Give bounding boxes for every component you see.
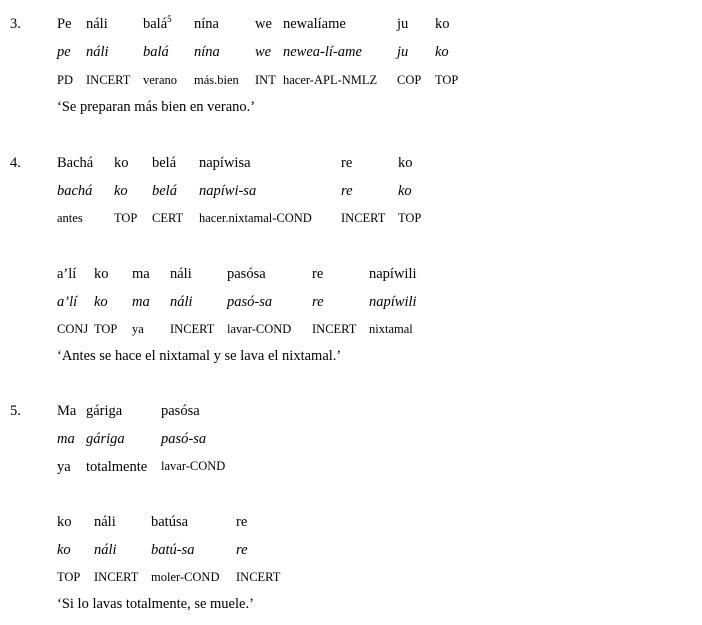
example-number: 3. [10, 16, 21, 32]
morpheme: pasó-sa [161, 431, 207, 447]
word: we [255, 16, 272, 32]
gloss: lavar-COND [227, 322, 292, 336]
word: náli [170, 266, 192, 282]
gloss: INCERT [341, 211, 386, 225]
translation: ‘Antes se hace el nixtamal y se lava el nixtamal.’ [57, 348, 342, 364]
morpheme: nína [194, 44, 220, 60]
gloss: hacer.nixtamal-COND [199, 211, 312, 225]
translation: ‘Si lo lavas totalmente, se muele.’ [57, 596, 254, 612]
morpheme: ma [57, 431, 75, 447]
gloss: INCERT [86, 73, 131, 87]
gloss: totalmente [86, 459, 148, 475]
morpheme: náli [86, 44, 109, 60]
morpheme: ko [398, 183, 412, 199]
word: napíwili [369, 266, 417, 282]
morpheme: re [236, 542, 248, 558]
word: re [341, 155, 353, 171]
gloss: nixtamal [369, 322, 413, 336]
word: Bachá [57, 155, 94, 171]
morpheme: ko [94, 294, 108, 310]
word: nína [194, 16, 219, 32]
word: napíwisa [199, 155, 251, 171]
gloss: más.bien [194, 73, 239, 87]
morpheme: gáriga [86, 431, 125, 447]
word: pasósa [227, 266, 266, 282]
word: náli [94, 514, 116, 530]
word: newalíame [283, 16, 346, 32]
morpheme: ju [397, 44, 409, 60]
morpheme: náli [170, 294, 193, 310]
word: balá$^5$ [143, 14, 172, 32]
word: ko [57, 514, 72, 530]
word: ju [397, 16, 409, 32]
morpheme: ko [114, 183, 128, 199]
word: belá [152, 155, 177, 171]
word: gáriga [86, 403, 123, 419]
word: pasósa [161, 403, 200, 419]
gloss: verano [143, 73, 178, 87]
morpheme: napíwili [369, 294, 417, 310]
translation: ‘Se preparan más bien en verano.’ [57, 99, 256, 115]
footnote-marker: 5 [167, 14, 172, 25]
morpheme: pasó-sa [227, 294, 273, 310]
morpheme: náli [94, 542, 117, 558]
gloss: lavar-COND [161, 459, 226, 473]
gloss: INCERT [94, 570, 139, 584]
gloss: CONJ [57, 322, 89, 336]
gloss: ya [57, 459, 71, 475]
morpheme: we [255, 44, 272, 60]
gloss: ya [132, 322, 144, 336]
gloss: hacer-APL-NMLZ [283, 73, 378, 87]
gloss: TOP [114, 211, 138, 225]
morpheme: re [341, 183, 353, 199]
morpheme: belá [152, 183, 177, 199]
gloss: INCERT [236, 570, 281, 584]
gloss: INT [255, 73, 276, 87]
morpheme: balá [143, 44, 169, 60]
example-number: 4. [10, 155, 21, 171]
gloss: TOP [57, 570, 81, 584]
morpheme: re [312, 294, 324, 310]
word: a’lí [57, 266, 77, 282]
gloss: INCERT [170, 322, 215, 336]
word: ko [94, 266, 109, 282]
word: ko [398, 155, 413, 171]
morpheme: pe [57, 44, 71, 60]
word: re [236, 514, 248, 530]
morpheme: napíwi-sa [199, 183, 257, 199]
gloss: antes [57, 211, 83, 225]
morpheme: ko [57, 542, 71, 558]
word: ko [435, 16, 450, 32]
morpheme: bachá [57, 183, 93, 199]
morpheme: a’lí [57, 294, 78, 310]
word: náli [86, 16, 108, 32]
word: ko [114, 155, 129, 171]
morpheme: batú-sa [151, 542, 195, 558]
word: ma [132, 266, 150, 282]
word: Pe [57, 16, 72, 32]
gloss: COP [397, 73, 422, 87]
gloss: TOP [398, 211, 422, 225]
gloss: INCERT [312, 322, 357, 336]
word: Ma [57, 403, 77, 419]
morpheme: ko [435, 44, 449, 60]
example-number: 5. [10, 403, 21, 419]
gloss: PD [57, 73, 73, 87]
morpheme: ma [132, 294, 150, 310]
gloss: TOP [94, 322, 118, 336]
morpheme: newea-lí-ame [283, 44, 362, 60]
word: re [312, 266, 324, 282]
word: batúsa [151, 514, 189, 530]
gloss: moler-COND [151, 570, 220, 584]
gloss: CERT [152, 211, 184, 225]
gloss: TOP [435, 73, 459, 87]
